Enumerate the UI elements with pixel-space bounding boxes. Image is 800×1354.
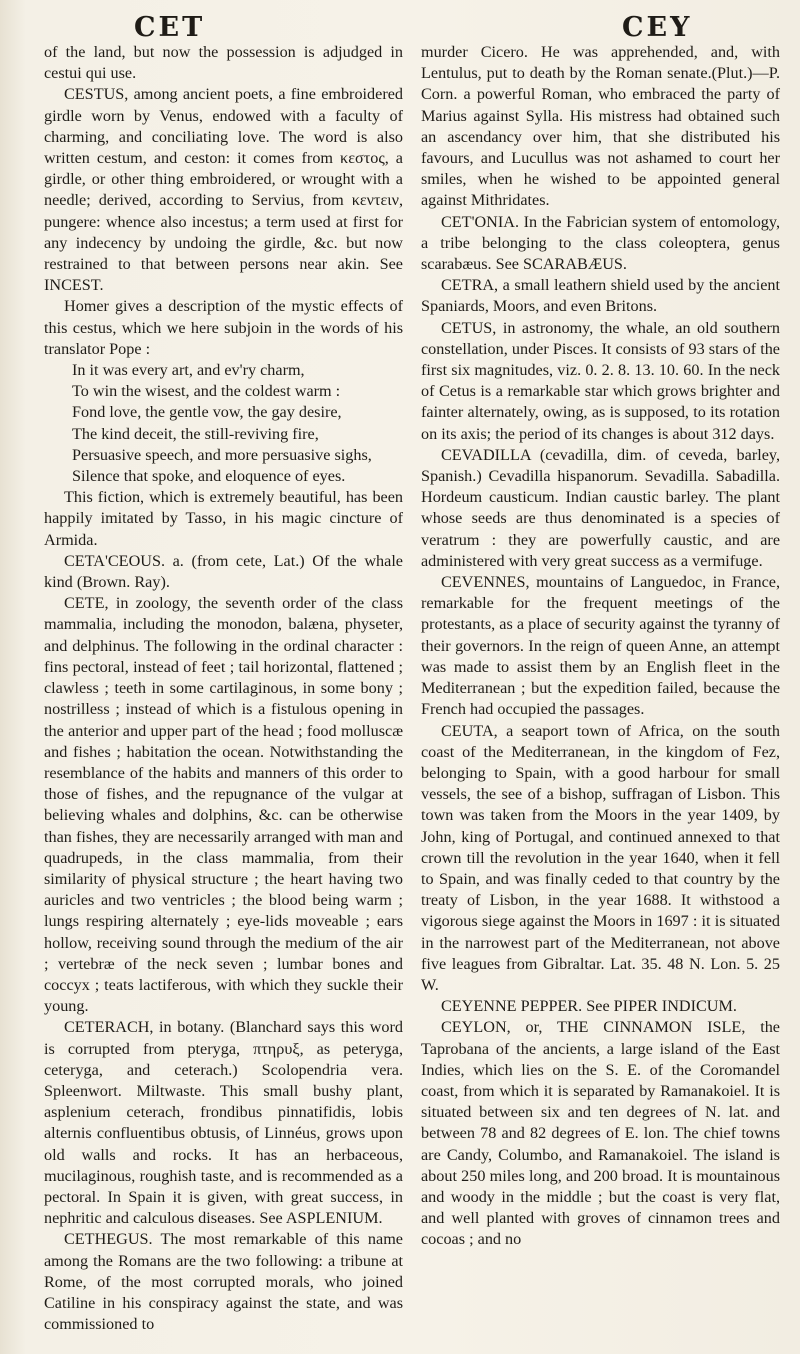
paragraph: murder Cicero. He was apprehended, and, with Lentulus, put to death by the Roman senate.(Plut.)—P. Corn. a powerful Roman, who embraced the party of Marius against Sylla. His mistress had obtained such an ascendancy over him, that she distributed his favours, and Lucullus was not ashamed to court her smiles, when he wished to be appointed general against Mithridates. (421, 43, 780, 210)
paragraph: CETHEGUS. The most remarkable of this name among the Romans are the two following: a tribune at Rome, of the most corrupted morals, who joined Catiline in his conspiracy against the state, and was commissioned to (44, 1230, 403, 1334)
paragraph: CETRA, a small leathern shield used by the ancient Spaniards, Moors, and even Britons. (421, 276, 780, 316)
paragraph: CEYENNE PEPPER. See PIPER INDICUM. (441, 997, 737, 1016)
page-header (44, 8, 780, 43)
running-head-right: CEY (622, 12, 693, 43)
paragraph: This fiction, which is extremely beautiful, has been happily imitated by Tasso, in his magic cincture of Armida. (44, 488, 403, 549)
paragraph: CEYLON, or, THE CINNAMON ISLE, the Taprobana of the ancients, a large island of the East Indies, which lies on the S. E. of the Coromandel coast, from which it is separated by Ramanakoiel. It is situated between six and ten degrees of N. lat. and between 78 and 82 degrees of E. lon. The chief towns are Candy, Columbo, and Ramanakoiel. The island is about 250 miles long, and 200 broad. It is mountainous and woody in the middle ; but the coast is very flat, and well planted with groves of cinnamon trees and cocoas ; and no (421, 1018, 780, 1249)
paragraph: CET'ONIA. In the Fabrician system of entomology, a tribe belonging to the class coleoptera, genus scarabæus. See SCARABÆUS. (421, 212, 780, 274)
verse-line: The kind deceit, the still-reviving fire, (72, 424, 319, 443)
paragraph: CEVADILLA (cevadilla, dim. of ceveda, barley, Spanish.) Cevadilla hispanorum. Sevadilla. Sabadilla. Hordeum causticum. Indian caustic barley. The plant whose seeds are thus denominated is a species of veratrum : they are powerfully caustic, and are administered with very great success as a vermifuge. (421, 445, 780, 570)
paragraph: Homer gives a description of the mystic effects of this cestus, which we here subjoin in the words of his translator Pope : (44, 297, 403, 358)
text-columns (44, 42, 780, 1335)
paragraph: CETE, in zoology, the seventh order of the class mammalia, including the monodon, balæna, physeter, and delphinus. The following in the ordinal character : fins pectoral, instead of feet ; tail horizontal, flattened ; clawless ; teeth in some cartilaginous, in some bony ; nostrilless ; instead of which is a fistulous opening in the anterior and upper part of the head ; food molluscæ and fishes ; habitation the ocean. Notwithstanding the resemblance of the habits and manners of this order to those of fishes, and the repugnance of the vulgar at believing whales and dolphins, &c. can be otherwise than fishes, they are necessarily arranged with man and quadrupeds, in the class mammalia, from their similarity of physical structure ; the heart having two auricles and two ventricles ; the blood being warm ; lungs respiring alternately ; eye-lids moveable ; ears hollow, receiving sound through the medium of the air ; vertebræ of the neck seven ; lumbar bones and coccyx ; teats lactiferous, with which they suckle their young. (44, 594, 403, 1016)
left-column (44, 42, 403, 1335)
paragraph: CETERACH, in botany. (Blanchard says this word is corrupted from pteryga, πτηρυξ, as peteryga, ceteryga, and ceterach.) Scolopendria vera. Spleenwort. Miltwaste. This small bushy plant, asplenium ceterach, frondibus pinnatifidis, lobis alternis confluentibus obtusis, of Linnéus, grows upon old walls and rocks. It has an herbaceous, mucilaginous, roughish taste, and is recommended as a pectoral. In Spain it is given, with great success, in nephritic and calculous diseases. See ASPLENIUM. (44, 1018, 403, 1228)
paragraph: CETUS, in astronomy, the whale, an old southern constellation, under Pisces. It consists of 93 stars of the first six magnitudes, viz. 0. 2. 8. 13. 10. 60. In the neck of Cetus is a remarkable star which grows brighter and fainter alternately, owing, as is supposed, to its rotation on its axis; the period of its changes is about 312 days. (421, 318, 780, 443)
verse-line: To win the wisest, and the coldest warm : (72, 382, 341, 401)
verse-line: Persuasive speech, and more persuasive sighs, (72, 445, 372, 464)
verse-line: Fond love, the gentle vow, the gay desire, (72, 403, 342, 422)
paragraph: CEVENNES, mountains of Languedoc, in France, remarkable for the frequent meetings of the protestants, as a place of security against the tyranny of their governors. In the reign of queen Anne, an attempt was made to assist them by an English fleet in the Mediterranean ; but the expedition failed, because the French had occupied the passages. (421, 573, 780, 719)
verse-line: Silence that spoke, and eloquence of eyes. (72, 467, 346, 486)
verse-line: In it was every art, and ev'ry charm, (72, 361, 305, 380)
paragraph: CESTUS, among ancient poets, a fine embroidered girdle worn by Venus, endowed with a faculty of charming, and conciliating love. The word is also written cestum, and ceston: it comes from κεστος, a girdle, or other thing embroidered, or wrought with a needle; derived, according to Servius, from κεντειν, pungere: whence also incestus; a term used at first for any indecency by undoing the girdle, &c. but now restrained to that between persons near akin. See INCEST. (44, 85, 403, 295)
running-head-left: CET (134, 12, 206, 43)
paragraph: CETA'CEOUS. a. (from cete, Lat.) Of the whale kind (Brown. Ray). (44, 551, 403, 592)
right-column (421, 42, 780, 1335)
paragraph: CEUTA, a seaport town of Africa, on the south coast of the Mediterranean, in the kingdom of Fez, belonging to Spain, with a good harbour for small vessels, the see of a bishop, suffragan of Lisbon. This town was taken from the Moors in the year 1409, by John, king of Portugal, and continued annexed to that crown till the revolution in the year 1640, when it fell to Spain, and was finally ceded to that country by the treaty of Lisbon, in the year 1688. It withstood a vigorous siege against the Moors in 1697 : it is situated in the narrowest part of the Mediterranean, not above five leagues from Gibraltar. Lat. 35. 48 N. Lon. 5. 25 W. (421, 721, 780, 994)
paragraph: of the land, but now the possession is adjudged in cestui qui use. (44, 43, 403, 83)
